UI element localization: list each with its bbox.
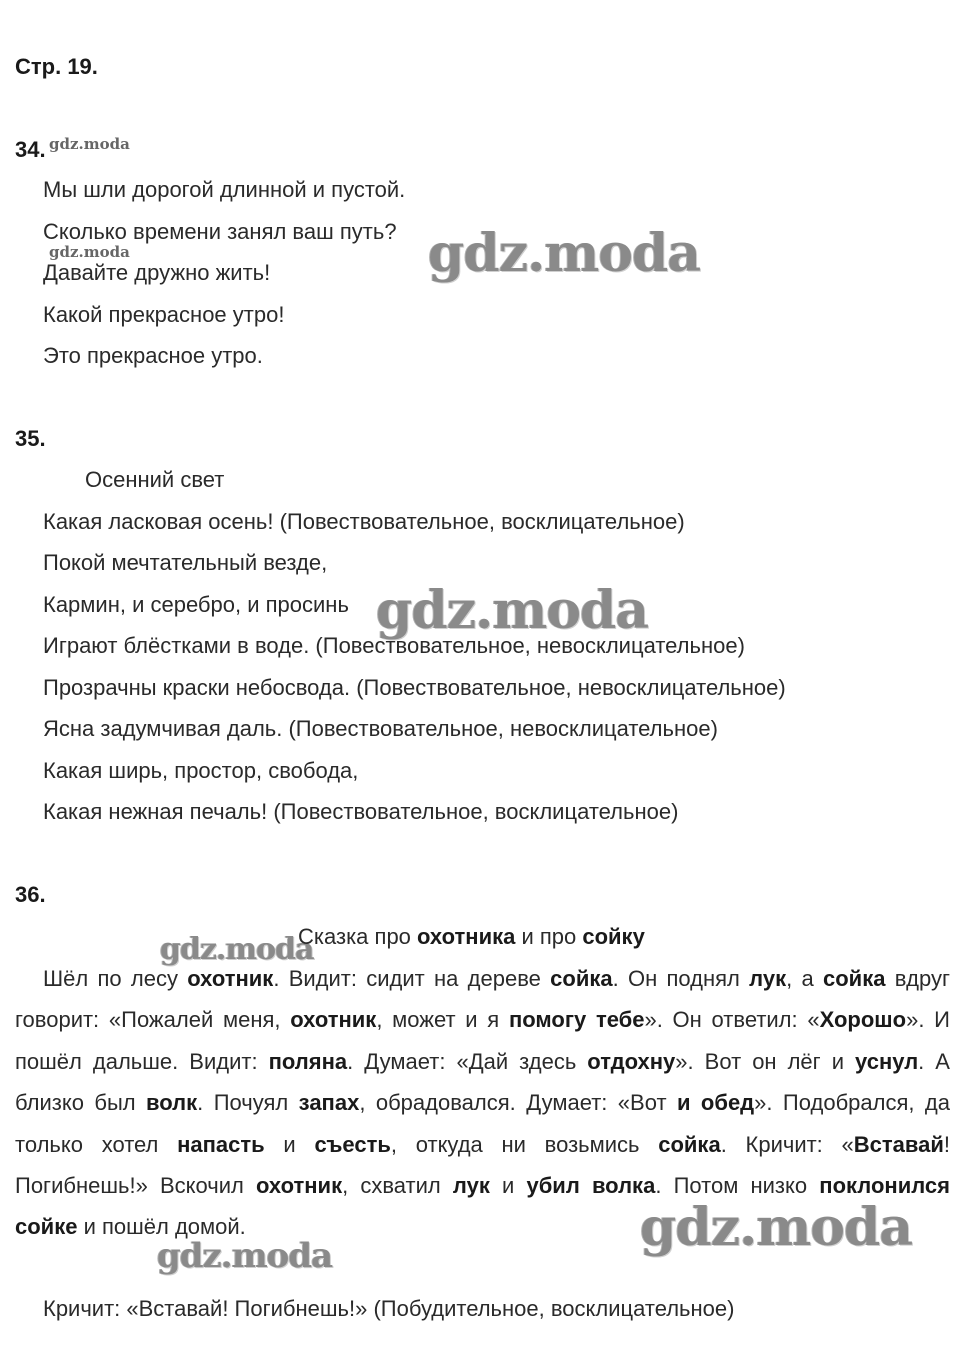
page-header: Стр. 19. (15, 54, 98, 79)
ex34-line-3: Давайте дружно жить! (43, 260, 271, 285)
watermark-medium: gdz.moda (160, 932, 314, 967)
ex34-line-5: Это прекрасное утро. (43, 343, 263, 368)
ex35-line-2: Покой мечтательный везде, (43, 550, 328, 575)
ex34-line-4: Какой прекрасное утро! (43, 302, 285, 327)
ex36-title: Сказка про охотника и про сойку (298, 924, 645, 949)
ex35-title: Осенний свет (85, 467, 225, 492)
watermark-small: gdz.moda (49, 243, 130, 261)
watermark-large: gdz.moda (640, 1197, 913, 1258)
ex35-line-3: Кармин, и серебро, и просинь (43, 592, 349, 617)
exercise-number-34: 34. (15, 137, 46, 162)
watermark-large: gdz.moda (376, 580, 649, 641)
watermark-small: gdz.moda (49, 135, 130, 153)
exercise-number-36: 36. (15, 882, 46, 907)
ex35-line-4: Играют блёстками в воде. (Повествовательное, невосклицательное) (43, 633, 745, 658)
watermark-medium: gdz.moda (157, 1236, 333, 1276)
ex34-line-1: Мы шли дорогой длинной и пустой. (43, 177, 406, 202)
ex36-final-line: Кричит: «Вставай! Погибнешь!» (Побудительное, восклицательное) (43, 1296, 735, 1321)
watermark-large: gdz.moda (428, 223, 701, 284)
ex35-line-7: Какая ширь, простор, свобода, (43, 758, 359, 783)
ex35-line-1: Какая ласковая осень! (Повествовательное, восклицательное) (43, 509, 685, 534)
ex36-story: Шёл по лесу охотник. Видит: сидит на дереве сойка. Он поднял лук, а сойка вдруг говорит: «Пожалей меня, охотник, может и я помогу тебе». Он ответил: «Хорошо». И пошёл дальше. Видит: поляна. Думает: «Дай здесь отдохну». Вот он лёг и уснул. А близко был волк. Почуял запах, обрадовался. Думает: «Вот и обед». Подобрался, да только хотел напасть и съесть, откуда ни возьмись сойка. Кричит: «Вставай! Погибнешь!» Вскочил охотник, схватил лук и убил волка. Потом низко поклонился сойке и пошёл домой. (15, 966, 951, 1240)
ex35-line-6: Ясна задумчивая даль. (Повествовательное, невосклицательное) (43, 716, 718, 741)
ex34-line-2: Сколько времени занял ваш путь? (43, 219, 397, 244)
exercise-number-35: 35. (15, 426, 46, 451)
ex35-line-5: Прозрачны краски небосвода. (Повествовательное, невосклицательное) (43, 675, 786, 700)
ex35-line-8: Какая нежная печаль! (Повествовательное, восклицательное) (43, 799, 679, 824)
